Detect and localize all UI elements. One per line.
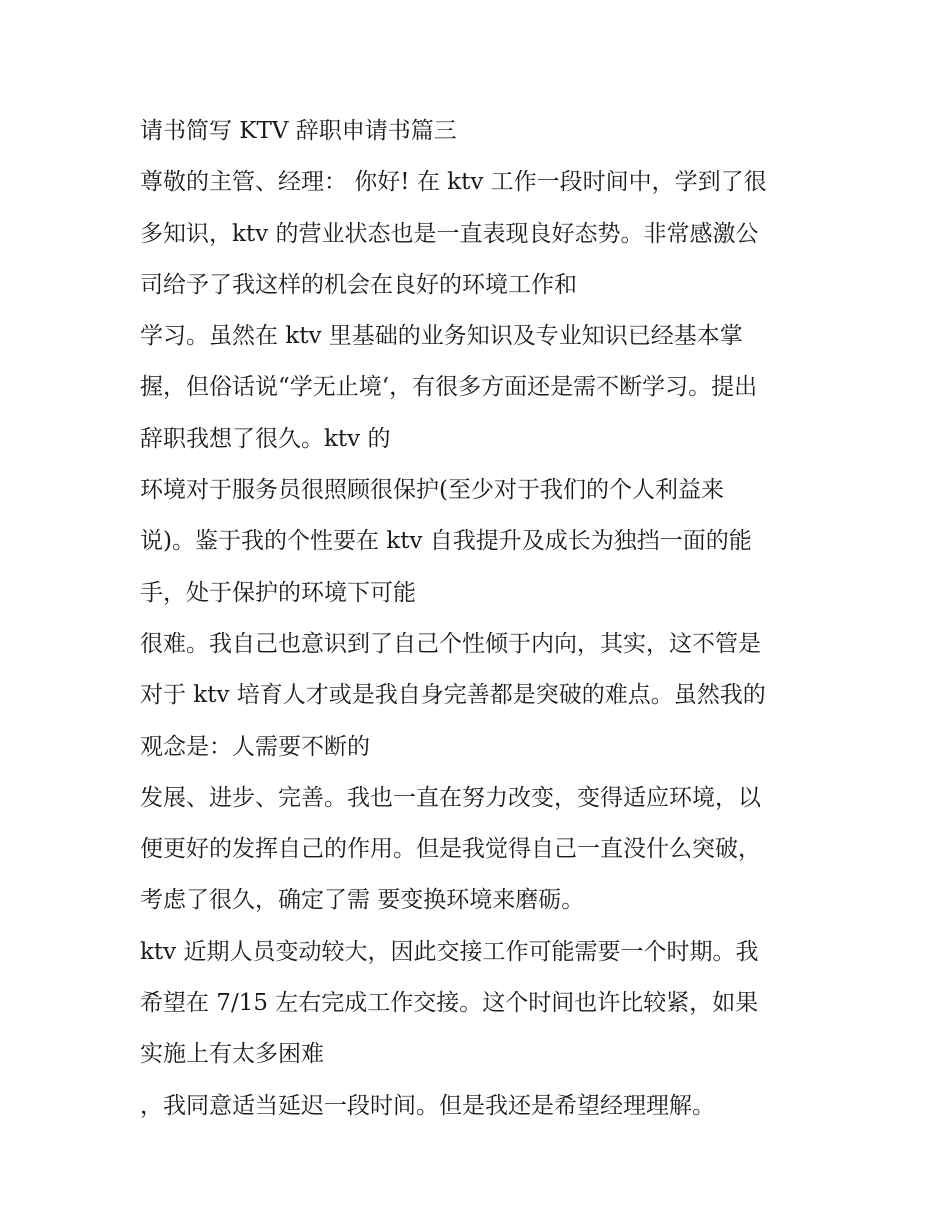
text-line: 考虑了很久，确定了需 要变换环境来磨砺。 bbox=[140, 887, 585, 914]
text-line: 辞职我想了很久。ktv 的 bbox=[140, 425, 391, 452]
document-title: 请书简写 KTV 辞职申请书篇三 bbox=[140, 118, 457, 144]
text-line: 发展、进步、完善。我也一直在努力改变，变得适应环境，以 bbox=[140, 784, 761, 811]
text-line: 说)。鉴于我的个性要在 ktv 自我提升及成长为独挡一面的能 bbox=[140, 528, 752, 555]
text-line: 便更好的发挥自己的作用。但是我觉得自己一直没什么突破， bbox=[140, 836, 761, 863]
text-line: 学习。虽然在 ktv 里基础的业务知识及专业知识已经基本掌 bbox=[140, 323, 743, 350]
text-line: 手，处于保护的环境下可能 bbox=[140, 579, 416, 606]
text-line: 实施上有太多困难 bbox=[140, 1041, 324, 1068]
document-body bbox=[140, 106, 830, 1132]
text-line: 司给予了我这样的机会在良好的环境工作和 bbox=[140, 271, 577, 298]
text-line: 观念是：人需要不断的 bbox=[140, 733, 370, 760]
text-line: 希望在 7/15 左右完成工作交接。这个时间也许比较紧，如果 bbox=[140, 990, 759, 1017]
text-line: 环境对于服务员很照顾很保护(至少对于我们的个人利益来 bbox=[140, 477, 724, 504]
text-line: ，我同意适当延迟一段时间。但是我还是希望经理理解。 bbox=[140, 1092, 715, 1119]
text-line: ktv 近期人员变动较大，因此交接工作可能需要一个时期。我 bbox=[140, 938, 759, 965]
text-line: 尊敬的主管、经理： 你好! 在 ktv 工作一段时间中，学到了很 bbox=[140, 169, 767, 196]
text-line: 握，但俗话说“学无止境‘，有很多方面还是需不断学习。提出 bbox=[140, 374, 758, 401]
text-line: 多知识，ktv 的营业状态也是一直表现良好态势。非常感激公 bbox=[140, 220, 759, 247]
text-line: 对于 ktv 培育人才或是我自身完善都是突破的难点。虽然我的 bbox=[140, 682, 766, 709]
text-line: 很难。我自己也意识到了自己个性倾于内向，其实，这不管是 bbox=[140, 630, 761, 657]
